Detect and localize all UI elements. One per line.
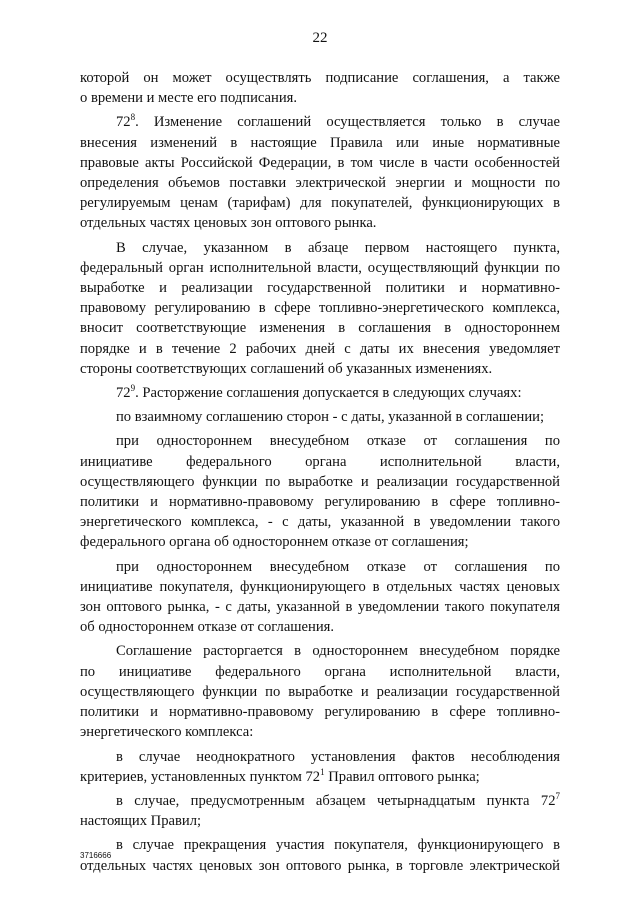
text-line: стороны соответствующих соглашений об указанных изменениях. bbox=[80, 360, 493, 377]
text-run: Правил оптового рынка; bbox=[324, 768, 480, 785]
text-line: которой он может осуществлять подписание соглашения, а также bbox=[80, 70, 560, 86]
text-line bbox=[80, 112, 560, 132]
text-line bbox=[80, 791, 560, 811]
superscript: 8 bbox=[130, 112, 136, 123]
text-line: политики и нормативно-правовому регулированию в сфере топливно- bbox=[80, 704, 560, 721]
text-line: отдельных частях ценовых зон оптового рынка, в торговле электрической bbox=[80, 857, 560, 874]
text-line: определения объемов поставки электрической энергии и мощности по bbox=[80, 175, 560, 192]
text-line: инициативе федерального органа исполнительной власти, bbox=[80, 453, 560, 470]
text-line: политики и нормативно-правовому регулированию в сфере топливно- bbox=[80, 494, 560, 511]
page-number: 22 bbox=[312, 30, 328, 46]
text-run: критериев, установленных пунктом 72 bbox=[80, 768, 321, 785]
text-line: федеральный орган исполнительной власти, осуществляющий функции по bbox=[80, 259, 560, 276]
text-run: в случае, предусмотренным абзацем четырнадцатым пункта 72 bbox=[116, 792, 556, 809]
text-line: порядке и в течение 2 рабочих дней с даты их внесения уведомляет bbox=[80, 340, 560, 357]
paragraph bbox=[80, 68, 560, 108]
document-body bbox=[80, 68, 560, 880]
paragraph bbox=[80, 383, 560, 403]
superscript: 7 bbox=[555, 791, 560, 802]
text-line: правовые акты Российской Федерации, в том числе в части особенностей bbox=[80, 154, 560, 171]
text-line: регулируемым ценам (тарифам) для покупателей, функционирующих в bbox=[80, 195, 560, 212]
text-line: внесения изменений в настоящие Правила или иные нормативные bbox=[80, 134, 560, 151]
text-line: о времени и месте его подписания. bbox=[80, 90, 297, 107]
text-line bbox=[80, 383, 560, 403]
text-run: 72 bbox=[116, 385, 131, 402]
text-line: осуществляющего функции по выработке и реализации государственной bbox=[80, 683, 560, 700]
paragraph bbox=[80, 747, 560, 787]
text-line: вносит соответствующие изменения в соглашения в одностороннем bbox=[80, 320, 560, 337]
superscript: 1 bbox=[320, 766, 325, 777]
text-line: при одностороннем внесудебном отказе от соглашения по bbox=[116, 433, 560, 450]
text-line: по взаимному соглашению сторон - с даты, указанной в соглашении; bbox=[116, 409, 545, 426]
text-line: зон оптового рынка, - с даты, указанной в уведомлении такого покупателя bbox=[80, 599, 560, 616]
text-line: в случае неоднократного установления фактов несоблюдения bbox=[116, 748, 560, 765]
text-line: инициативе покупателя, функционирующего в отдельных частях ценовых bbox=[80, 578, 560, 595]
text-run: . Изменение соглашений осуществляется только в случае bbox=[135, 114, 560, 131]
text-line bbox=[80, 767, 560, 787]
paragraph bbox=[80, 431, 560, 552]
text-line: энергетического комплекса: bbox=[80, 724, 254, 741]
paragraph bbox=[80, 557, 560, 638]
text-line: Соглашение расторгается в одностороннем внесудебном порядке bbox=[116, 643, 560, 660]
paragraph bbox=[80, 835, 560, 875]
text-run: . Расторжение соглашения допускается в следующих случаях: bbox=[135, 385, 522, 402]
superscript: 9 bbox=[130, 383, 136, 394]
text-line: правовому регулированию в сфере топливно-энергетического комплекса, bbox=[80, 300, 560, 317]
text-line: при одностороннем внесудебном отказе от соглашения по bbox=[116, 558, 560, 575]
paragraph bbox=[80, 641, 560, 742]
text-line: осуществляющего функции по выработке и реализации государственной bbox=[80, 473, 560, 490]
text-line: настоящих Правил; bbox=[80, 813, 202, 830]
text-run: 72 bbox=[116, 114, 131, 131]
paragraph bbox=[80, 112, 560, 233]
text-line: выработке и реализации государственной политики и нормативно- bbox=[80, 280, 560, 297]
text-line: В случае, указанном в абзаце первом настоящего пункта, bbox=[116, 239, 560, 256]
text-line: об одностороннем отказе от соглашения. bbox=[80, 619, 335, 636]
text-line: по инициативе федерального органа исполнительной власти, bbox=[80, 663, 560, 680]
document-code: 3716666 bbox=[80, 851, 112, 860]
paragraph bbox=[80, 407, 560, 427]
text-line: энергетического комплекса, - с даты, указанной в уведомлении такого bbox=[80, 514, 560, 531]
text-line: федерального органа об одностороннем отказе от соглашения; bbox=[80, 534, 469, 551]
paragraph bbox=[80, 238, 560, 379]
text-line: в случае прекращения участия покупателя, функционирующего в bbox=[116, 837, 560, 854]
text-line: отдельных частях ценовых зон оптового рынка. bbox=[80, 215, 377, 232]
paragraph bbox=[80, 791, 560, 831]
